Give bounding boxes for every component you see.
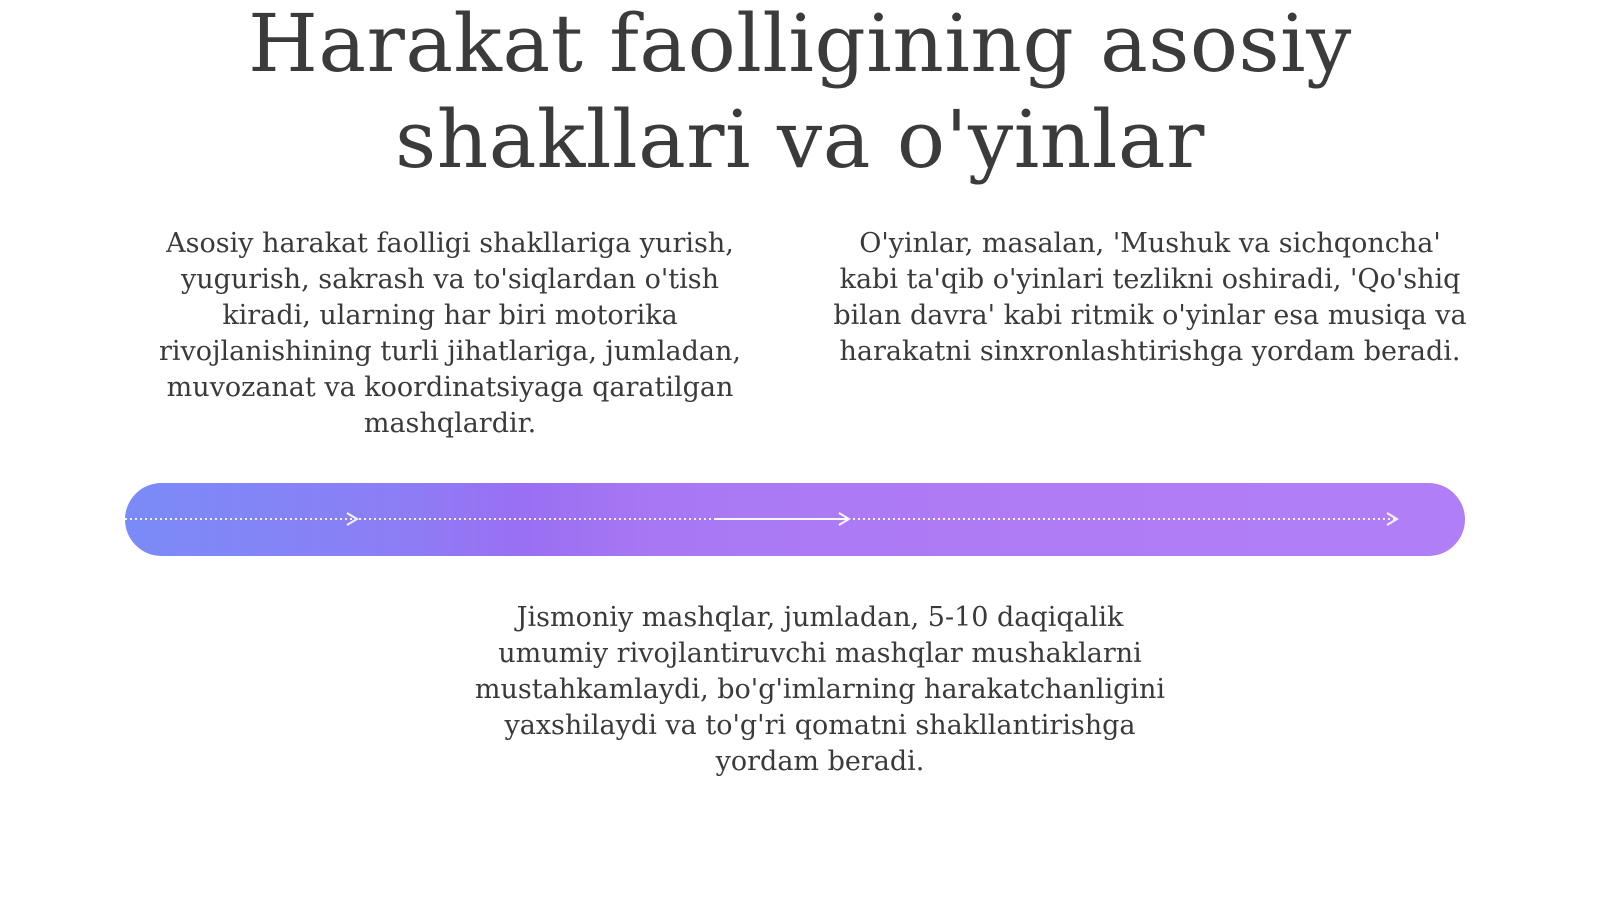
- timeline-arrows: [125, 483, 1465, 556]
- title-line-1: Harakat faolligining asosiy: [248, 0, 1352, 90]
- page-title: [0, 0, 1600, 188]
- timeline-bar: [125, 483, 1465, 556]
- left-paragraph: Asosiy harakat faolligi shakllariga yurish, yugurish, sakrash va to'siqlardan o'tish kiradi, ularning har biri motorika rivojlanishining turli jihatlariga, jumladan, muvozanat va koordinatsiyaga qaratilgan mashqlardir.: [159, 228, 741, 439]
- timeline-arrowhead-1: [347, 513, 357, 525]
- right-paragraph: O'yinlar, masalan, 'Mushuk va sichqoncha' kabi ta'qib o'yinlari tezlikni oshiradi, 'Qo'shiq bilan davra' kabi ritmik o'yinlar esa musiqa va harakatni sinxronlashtirishga yordam beradi.: [833, 228, 1467, 367]
- title-line-2: shakllari va o'yinlar: [395, 93, 1205, 186]
- bottom-paragraph: Jismoniy mashqlar, jumladan, 5-10 daqiqalik umumiy rivojlantiruvchi mashqlar mushaklarni mustahkamlaydi, bo'g'imlarning harakatchanligini yaxshilaydi va to'g'ri qomatni shakllantirishga yordam beradi.: [474, 602, 1166, 777]
